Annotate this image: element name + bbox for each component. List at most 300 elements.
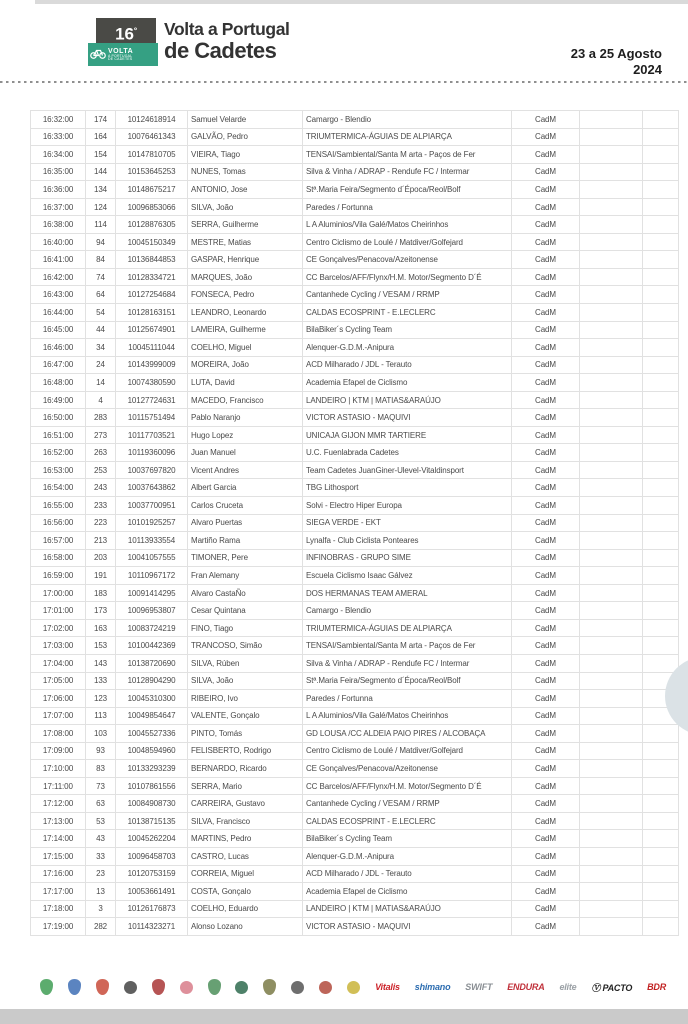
start-list-row	[31, 742, 679, 760]
rider-name-cell: ANTONIO, Jose	[188, 181, 303, 199]
blank-cell	[580, 532, 643, 550]
category-cell: CadM	[512, 584, 580, 602]
rider-name-cell: Martiño Rama	[188, 532, 303, 550]
start-list-row	[31, 707, 679, 725]
team-cell: Camargo - Blendio	[303, 111, 512, 129]
start-list-row	[31, 444, 679, 462]
start-list-row	[31, 918, 679, 936]
category-cell: CadM	[512, 847, 580, 865]
start-time-cell: 16:59:00	[31, 567, 86, 585]
category-cell: CadM	[512, 865, 580, 883]
uci-id-cell: 10045111044	[116, 339, 188, 357]
blank-cell	[580, 707, 643, 725]
blank-cell	[580, 777, 643, 795]
start-time-cell: 16:44:00	[31, 304, 86, 322]
category-cell: CadM	[512, 339, 580, 357]
blank-cell	[643, 321, 679, 339]
start-time-cell: 17:14:00	[31, 830, 86, 848]
blank-cell	[643, 128, 679, 146]
rider-name-cell: FINO, Tiago	[188, 619, 303, 637]
rider-name-cell: RIBEIRO, Ivo	[188, 690, 303, 708]
uci-id-cell: 10084908730	[116, 795, 188, 813]
uci-id-cell: 10114323271	[116, 918, 188, 936]
rider-name-cell: NUNES, Tomas	[188, 163, 303, 181]
uci-id-cell: 10126176873	[116, 900, 188, 918]
category-cell: CadM	[512, 532, 580, 550]
blank-cell	[580, 672, 643, 690]
team-cell: CC Barcelos/AFF/Flynx/H.M. Motor/Segmento D´É	[303, 268, 512, 286]
sponsor-shimano-logo-icon: shimano	[414, 982, 451, 992]
team-cell: CE Gonçalves/Penacova/Azeitonense	[303, 760, 512, 778]
blank-cell	[643, 111, 679, 129]
rider-name-cell: CASTRO, Lucas	[188, 847, 303, 865]
rider-name-cell: GALVÃO, Pedro	[188, 128, 303, 146]
blank-cell	[580, 321, 643, 339]
bib-number-cell: 133	[86, 672, 116, 690]
start-time-cell: 17:00:00	[31, 584, 86, 602]
volta-badge	[88, 43, 158, 66]
bib-number-cell: 213	[86, 532, 116, 550]
blank-cell	[643, 497, 679, 515]
blank-cell	[580, 900, 643, 918]
blank-cell	[580, 128, 643, 146]
uci-id-cell: 10124618914	[116, 111, 188, 129]
event-logo	[96, 18, 156, 66]
blank-cell	[580, 479, 643, 497]
category-cell: CadM	[512, 654, 580, 672]
rider-name-cell: MARTINS, Pedro	[188, 830, 303, 848]
team-cell: TRIUMTERMICA-ÁGUIAS DE ALPIARÇA	[303, 619, 512, 637]
blank-cell	[643, 233, 679, 251]
bib-number-cell: 174	[86, 111, 116, 129]
rider-name-cell: SILVA, João	[188, 198, 303, 216]
blank-cell	[580, 374, 643, 392]
bib-number-cell: 84	[86, 251, 116, 269]
category-cell: CadM	[512, 163, 580, 181]
start-time-cell: 17:17:00	[31, 883, 86, 901]
bicycle-icon	[90, 46, 106, 64]
blank-cell	[580, 497, 643, 515]
start-list-row	[31, 567, 679, 585]
start-list-row	[31, 304, 679, 322]
category-cell: CadM	[512, 602, 580, 620]
category-cell: CadM	[512, 304, 580, 322]
blank-cell	[643, 567, 679, 585]
start-time-cell: 17:15:00	[31, 847, 86, 865]
blank-cell	[580, 654, 643, 672]
blank-cell	[580, 111, 643, 129]
rider-name-cell: Alonso Lozano	[188, 918, 303, 936]
team-cell: DOS HERMANAS TEAM AMERAL	[303, 584, 512, 602]
bib-number-cell: 173	[86, 602, 116, 620]
bib-number-cell: 243	[86, 479, 116, 497]
bib-number-cell: 183	[86, 584, 116, 602]
blank-cell	[580, 251, 643, 269]
rider-name-cell: SILVA, Rúben	[188, 654, 303, 672]
start-list-row	[31, 409, 679, 427]
blank-cell	[580, 619, 643, 637]
page-edge-artifact-bottom	[0, 1009, 688, 1024]
start-list-row	[31, 725, 679, 743]
blank-cell	[580, 602, 643, 620]
uci-id-cell: 10045150349	[116, 233, 188, 251]
bib-number-cell: 4	[86, 391, 116, 409]
category-cell: CadM	[512, 268, 580, 286]
bib-number-cell: 83	[86, 760, 116, 778]
rider-name-cell: SILVA, João	[188, 672, 303, 690]
start-time-cell: 16:32:00	[31, 111, 86, 129]
team-cell: Silva & Vinha / ADRAP - Rendufe FC / Intermar	[303, 654, 512, 672]
blank-cell	[580, 198, 643, 216]
start-list-row	[31, 128, 679, 146]
rider-name-cell: VIEIRA, Tiago	[188, 146, 303, 164]
rider-name-cell: CORREIA, Miguel	[188, 865, 303, 883]
rider-name-cell: Samuel Velarde	[188, 111, 303, 129]
category-cell: CadM	[512, 497, 580, 515]
page-edge-artifact	[35, 0, 688, 4]
category-cell: CadM	[512, 321, 580, 339]
start-list-row	[31, 777, 679, 795]
municipal-tree-logo-icon	[235, 981, 248, 994]
blank-cell	[580, 567, 643, 585]
category-cell: CadM	[512, 567, 580, 585]
sponsor-logos	[40, 972, 666, 1002]
blank-cell	[643, 146, 679, 164]
start-time-cell: 17:06:00	[31, 690, 86, 708]
rider-name-cell: Cesar Quintana	[188, 602, 303, 620]
association-logo-icon	[180, 981, 193, 994]
uci-id-cell: 10037643862	[116, 479, 188, 497]
start-list-row	[31, 584, 679, 602]
team-cell: CE Gonçalves/Penacova/Azeitonense	[303, 251, 512, 269]
uci-id-cell: 10128334721	[116, 268, 188, 286]
start-time-cell: 16:41:00	[31, 251, 86, 269]
uci-id-cell: 10045262204	[116, 830, 188, 848]
bib-number-cell: 282	[86, 918, 116, 936]
blank-cell	[643, 760, 679, 778]
uci-id-cell: 10110967172	[116, 567, 188, 585]
dotted-separator	[0, 81, 688, 83]
category-cell: CadM	[512, 286, 580, 304]
category-cell: CadM	[512, 549, 580, 567]
category-cell: CadM	[512, 391, 580, 409]
start-time-cell: 16:33:00	[31, 128, 86, 146]
team-cell: Camargo - Blendio	[303, 602, 512, 620]
bib-number-cell: 154	[86, 146, 116, 164]
category-cell: CadM	[512, 409, 580, 427]
bib-number-cell: 114	[86, 216, 116, 234]
start-list-row	[31, 690, 679, 708]
start-time-cell: 16:54:00	[31, 479, 86, 497]
start-time-cell: 17:09:00	[31, 742, 86, 760]
rider-name-cell: BERNARDO, Ricardo	[188, 760, 303, 778]
blank-cell	[643, 549, 679, 567]
blank-cell	[580, 286, 643, 304]
start-list-row	[31, 883, 679, 901]
start-time-cell: 16:50:00	[31, 409, 86, 427]
start-time-cell: 17:07:00	[31, 707, 86, 725]
rider-name-cell: MACEDO, Francisco	[188, 391, 303, 409]
blank-cell	[580, 690, 643, 708]
blank-cell	[580, 233, 643, 251]
blank-cell	[580, 461, 643, 479]
uci-id-cell: 10074380590	[116, 374, 188, 392]
bib-number-cell: 124	[86, 198, 116, 216]
start-time-cell: 17:18:00	[31, 900, 86, 918]
team-cell: Academia Efapel de Ciclismo	[303, 374, 512, 392]
category-cell: CadM	[512, 181, 580, 199]
blank-cell	[580, 883, 643, 901]
rider-name-cell: VALENTE, Gonçalo	[188, 707, 303, 725]
uci-id-cell: 10125674901	[116, 321, 188, 339]
blank-cell	[643, 602, 679, 620]
cycling-club-crest-icon	[40, 979, 53, 995]
bib-number-cell: 223	[86, 514, 116, 532]
bib-number-cell: 53	[86, 812, 116, 830]
category-cell: CadM	[512, 707, 580, 725]
start-time-cell: 16:42:00	[31, 268, 86, 286]
bib-number-cell: 63	[86, 795, 116, 813]
rider-name-cell: FELISBERTO, Rodrigo	[188, 742, 303, 760]
team-cell: GD LOUSA /CC ALDEIA PAIO PIRES / ALCOBAÇA	[303, 725, 512, 743]
rider-name-cell: TIMONER, Pere	[188, 549, 303, 567]
start-list-row	[31, 847, 679, 865]
category-cell: CadM	[512, 725, 580, 743]
blank-cell	[643, 181, 679, 199]
rider-name-cell: GASPAR, Henrique	[188, 251, 303, 269]
blank-cell	[643, 163, 679, 181]
category-cell: CadM	[512, 812, 580, 830]
start-list-row	[31, 268, 679, 286]
uci-id-cell: 10120753159	[116, 865, 188, 883]
category-cell: CadM	[512, 444, 580, 462]
rider-name-cell: SERRA, Mario	[188, 777, 303, 795]
bib-number-cell: 54	[86, 304, 116, 322]
uci-id-cell: 10127254684	[116, 286, 188, 304]
blank-cell	[580, 181, 643, 199]
category-cell: CadM	[512, 251, 580, 269]
blank-cell	[643, 339, 679, 357]
municipality-logo-icon	[291, 981, 304, 994]
start-list-row	[31, 233, 679, 251]
uci-id-cell: 10037697820	[116, 461, 188, 479]
team-cell: Solvi - Electro Hiper Europa	[303, 497, 512, 515]
start-list-row	[31, 900, 679, 918]
blank-cell	[643, 479, 679, 497]
bib-number-cell: 273	[86, 426, 116, 444]
bib-number-cell: 103	[86, 725, 116, 743]
team-cell: Escuela Ciclismo Isaac Gálvez	[303, 567, 512, 585]
uci-id-cell: 10100442369	[116, 637, 188, 655]
blank-cell	[643, 777, 679, 795]
rider-name-cell: Carlos Cruceta	[188, 497, 303, 515]
bib-number-cell: 43	[86, 830, 116, 848]
start-list-row	[31, 532, 679, 550]
start-time-cell: 16:58:00	[31, 549, 86, 567]
team-cell: Stª.Maria Feira/Segmento d´Época/Reol/Bolf	[303, 181, 512, 199]
start-list-row	[31, 356, 679, 374]
blank-cell	[643, 409, 679, 427]
uci-id-cell: 10138715135	[116, 812, 188, 830]
category-cell: CadM	[512, 830, 580, 848]
bib-number-cell: 283	[86, 409, 116, 427]
blank-cell	[643, 725, 679, 743]
blank-cell	[580, 268, 643, 286]
blank-cell	[643, 900, 679, 918]
start-list-row	[31, 181, 679, 199]
uci-id-cell: 10148675217	[116, 181, 188, 199]
start-list-table	[30, 110, 679, 936]
rider-name-cell: MOREIRA, João	[188, 356, 303, 374]
uci-id-cell: 10083724219	[116, 619, 188, 637]
start-time-cell: 16:35:00	[31, 163, 86, 181]
uci-id-cell: 10091414295	[116, 584, 188, 602]
start-list-row	[31, 146, 679, 164]
blank-cell	[643, 918, 679, 936]
team-cell: CALDAS ECOSPRINT - E.LECLERC	[303, 812, 512, 830]
blank-cell	[580, 146, 643, 164]
blank-cell	[643, 356, 679, 374]
category-cell: CadM	[512, 426, 580, 444]
rider-name-cell: SERRA, Guilherme	[188, 216, 303, 234]
blank-cell	[643, 198, 679, 216]
uci-id-cell: 10048594960	[116, 742, 188, 760]
start-list-row	[31, 391, 679, 409]
start-time-cell: 16:47:00	[31, 356, 86, 374]
rider-name-cell: MESTRE, Matias	[188, 233, 303, 251]
rider-name-cell: PINTO, Tomás	[188, 725, 303, 743]
municipal-crest-icon	[208, 979, 221, 995]
blank-cell	[580, 444, 643, 462]
start-time-cell: 17:13:00	[31, 812, 86, 830]
blank-cell	[643, 847, 679, 865]
municipal-crest-icon	[152, 979, 165, 995]
rider-name-cell: CARREIRA, Gustavo	[188, 795, 303, 813]
start-list-row	[31, 795, 679, 813]
blank-cell	[580, 163, 643, 181]
category-cell: CadM	[512, 356, 580, 374]
team-cell: Academia Efapel de Ciclismo	[303, 883, 512, 901]
uci-id-cell: 10037700951	[116, 497, 188, 515]
volta-badge-text: VOLTA A PORTUGAL DE CADETES	[108, 47, 134, 61]
team-cell: BilaBiker´s Cycling Team	[303, 321, 512, 339]
bib-number-cell: 23	[86, 865, 116, 883]
start-time-cell: 16:53:00	[31, 461, 86, 479]
bib-number-cell: 24	[86, 356, 116, 374]
rider-name-cell: FONSECA, Pedro	[188, 286, 303, 304]
blank-cell	[580, 356, 643, 374]
start-time-cell: 16:45:00	[31, 321, 86, 339]
uci-id-cell: 10128876305	[116, 216, 188, 234]
sponsor-vitalis-logo-icon: Vitalis	[375, 982, 400, 992]
blank-cell	[643, 268, 679, 286]
blank-cell	[580, 725, 643, 743]
start-list-row	[31, 760, 679, 778]
category-cell: CadM	[512, 742, 580, 760]
team-cell: TBG Lithosport	[303, 479, 512, 497]
start-list-row	[31, 461, 679, 479]
start-time-cell: 16:51:00	[31, 426, 86, 444]
event-dates-line1: 23 a 25 Agosto	[570, 46, 662, 61]
uci-id-cell: 10049854647	[116, 707, 188, 725]
rider-name-cell: COSTA, Gonçalo	[188, 883, 303, 901]
rider-name-cell: Vicent Andres	[188, 461, 303, 479]
start-list-row	[31, 812, 679, 830]
rider-name-cell: LUTA, David	[188, 374, 303, 392]
bib-number-cell: 164	[86, 128, 116, 146]
blank-cell	[580, 514, 643, 532]
bib-number-cell: 34	[86, 339, 116, 357]
uci-id-cell: 10113933554	[116, 532, 188, 550]
blank-cell	[643, 374, 679, 392]
start-time-cell: 17:05:00	[31, 672, 86, 690]
municipal-crest-icon	[96, 979, 109, 995]
blank-cell	[580, 339, 643, 357]
uci-id-cell: 10153645253	[116, 163, 188, 181]
sponsor-elite-logo-icon: elite	[559, 982, 577, 992]
sponsor-bdr-logo-icon: BDR	[647, 982, 666, 992]
bib-number-cell: 203	[86, 549, 116, 567]
category-cell: CadM	[512, 198, 580, 216]
blank-cell	[580, 830, 643, 848]
uci-id-cell: 10138720690	[116, 654, 188, 672]
uci-id-cell: 10101925257	[116, 514, 188, 532]
blank-cell	[580, 847, 643, 865]
bib-number-cell: 153	[86, 637, 116, 655]
blank-cell	[643, 514, 679, 532]
blank-cell	[643, 286, 679, 304]
start-time-cell: 16:34:00	[31, 146, 86, 164]
category-cell: CadM	[512, 216, 580, 234]
start-time-cell: 17:01:00	[31, 602, 86, 620]
start-time-cell: 16:38:00	[31, 216, 86, 234]
blank-cell	[643, 812, 679, 830]
uci-id-cell: 10107861556	[116, 777, 188, 795]
start-time-cell: 17:08:00	[31, 725, 86, 743]
team-cell: Silva & Vinha / ADRAP - Rendufe FC / Intermar	[303, 163, 512, 181]
blank-cell	[643, 654, 679, 672]
bib-number-cell: 163	[86, 619, 116, 637]
category-cell: CadM	[512, 690, 580, 708]
team-cell: Lynalfa - Club Ciclista Ponteares	[303, 532, 512, 550]
start-list-row	[31, 374, 679, 392]
uci-id-cell: 10053661491	[116, 883, 188, 901]
team-cell: Cantanhede Cycling / VESAM / RRMP	[303, 286, 512, 304]
team-cell: BilaBiker´s Cycling Team	[303, 830, 512, 848]
blank-cell	[580, 304, 643, 322]
start-time-cell: 17:03:00	[31, 637, 86, 655]
blank-cell	[643, 304, 679, 322]
start-list-row	[31, 251, 679, 269]
uci-id-cell: 10096458703	[116, 847, 188, 865]
start-time-cell: 16:57:00	[31, 532, 86, 550]
rider-name-cell: SILVA, Francisco	[188, 812, 303, 830]
category-cell: CadM	[512, 146, 580, 164]
blank-cell	[643, 795, 679, 813]
uci-id-cell: 10045310300	[116, 690, 188, 708]
team-cell: Team Cadetes JuanGiner-Ulevel-Vitaldinsport	[303, 461, 512, 479]
start-time-cell: 17:16:00	[31, 865, 86, 883]
team-cell: SIEGA VERDE - EKT	[303, 514, 512, 532]
bib-number-cell: 191	[86, 567, 116, 585]
start-time-cell: 16:48:00	[31, 374, 86, 392]
blank-cell	[580, 549, 643, 567]
start-time-cell: 17:12:00	[31, 795, 86, 813]
uci-id-cell: 10041057555	[116, 549, 188, 567]
start-time-cell: 17:04:00	[31, 654, 86, 672]
rider-name-cell: Alvaro Puertas	[188, 514, 303, 532]
start-list-row	[31, 514, 679, 532]
